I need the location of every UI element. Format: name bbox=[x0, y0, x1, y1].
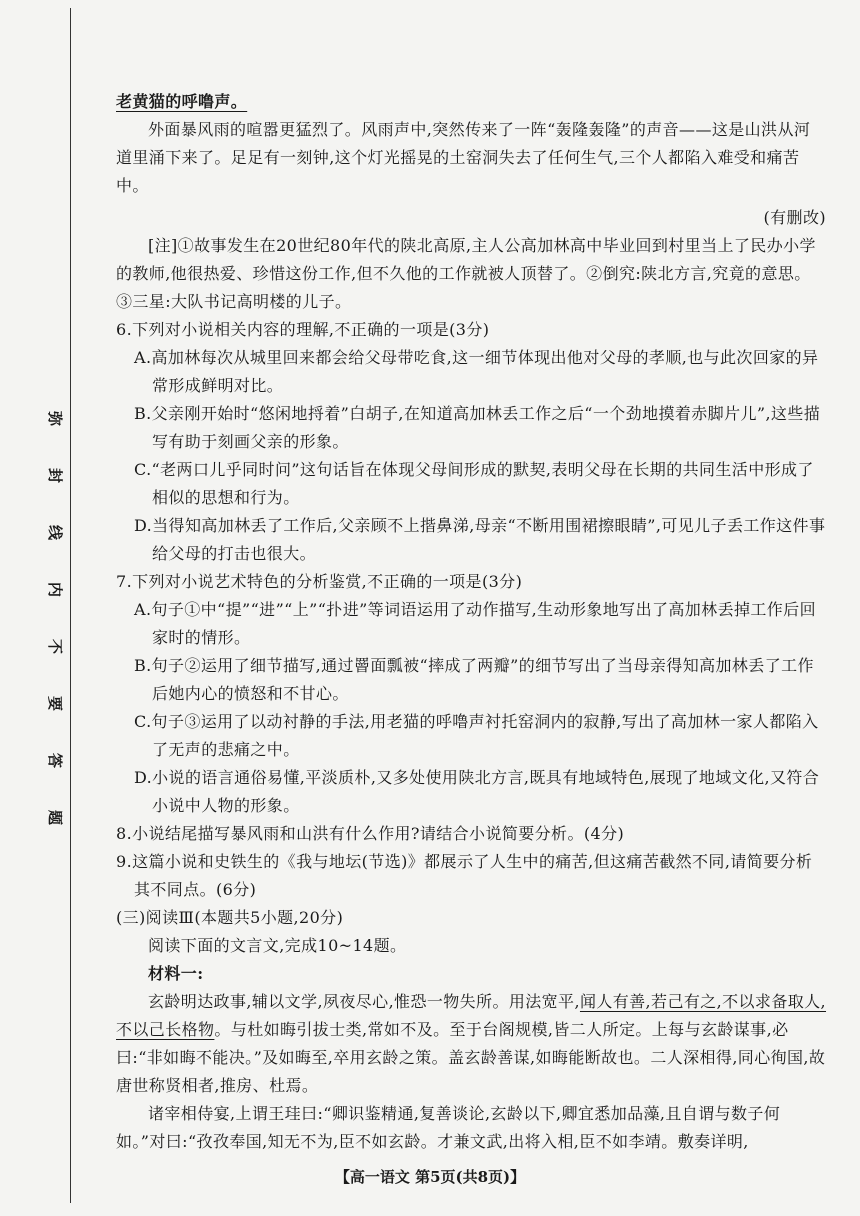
option-a: A.句子①中“提”“进”“上”“扑进”等词语运用了动作描写,生动形象地写出了高加林丢掉工作后回家时的情形。 bbox=[134, 600, 816, 647]
notice-char: 弥 bbox=[46, 410, 65, 427]
passage-paragraph: 外面暴风雨的喧嚣更猛烈了。风雨声中,突然传来了一阵“轰隆轰隆”的声音——这是山洪从河道里涌下来了。足足有一刻钟,这个灯光摇晃的土窑洞失去了任何生气,三个人都陷入难受和痛苦中。 bbox=[116, 120, 811, 195]
question-7 bbox=[116, 568, 826, 820]
question-6 bbox=[116, 316, 826, 568]
classical-text: 玄龄明达政事,辅以文学,夙夜尽心,惟恐一物失所。用法宽平, bbox=[148, 992, 580, 1011]
option-c: C.句子③运用了以动衬静的手法,用老猫的呼噜声衬托窑洞内的寂静,写出了高加林一家人都陷入了无声的悲痛之中。 bbox=[134, 712, 819, 759]
seal-line-notice bbox=[44, 408, 68, 828]
question-stem: 6.下列对小说相关内容的理解,不正确的一项是(3分) bbox=[116, 320, 490, 339]
annotation-note: [注]①故事发生在20世纪80年代的陕北高原,主人公高加林高中毕业回到村里当上了民办小学的教师,他很热爱、珍惜这份工作,但不久他的工作就被人顶替了。②倒究:陕北方言,究竟的意思。③三星:大队书记高明楼的儿子。 bbox=[116, 236, 816, 311]
option-b: B.父亲刚开始时“悠闲地捋着”白胡子,在知道高加林丢工作之后“一个劲地摸着赤脚片儿”,这些描写有助于刻画父亲的形象。 bbox=[134, 404, 821, 451]
page-footer: 【高一语文 第5页(共8页)】 bbox=[334, 1168, 526, 1186]
classical-paragraph-1 bbox=[116, 988, 826, 1100]
section-title: (三)阅读Ⅲ(本题共5小题,20分) bbox=[116, 908, 344, 927]
material-label: 材料一: bbox=[148, 964, 204, 983]
question-8: 8.小说结尾描写暴风雨和山洪有什么作用?请结合小说简要分析。(4分) bbox=[116, 824, 625, 843]
notice-char: 不 bbox=[46, 638, 65, 655]
classical-paragraph-2: 诸宰相侍宴,上谓王珪曰:“卿识鉴精通,复善谈论,玄龄以下,卿宜悉加品藻,且自谓与数子何如。”对曰:“孜孜奉国,知无不为,臣不如玄龄。才兼文武,出将入相,臣不如李靖。敷奏详明, bbox=[116, 1104, 781, 1151]
option-c: C.“老两口儿乎同时问”这句话旨在体现父母间形成的默契,表明父母在长期的共同生活中形成了相似的思想和行为。 bbox=[134, 460, 814, 507]
underlined-sentence: 闻人有善,若己有之,不以求备取人,不以己长格物 bbox=[116, 992, 827, 1039]
passage-fragment: 老黄猫的呼噜声。 bbox=[116, 92, 248, 111]
binding-line bbox=[70, 8, 71, 1203]
option-d: D.小说的语言通俗易懂,平淡质朴,又多处使用陕北方言,既具有地域特色,展现了地域文化,又符合小说中人物的形象。 bbox=[134, 768, 820, 815]
notice-char: 要 bbox=[46, 695, 65, 712]
source-note: (有删改) bbox=[763, 208, 826, 227]
notice-char: 线 bbox=[46, 524, 65, 541]
notice-char: 内 bbox=[46, 581, 65, 598]
question-stem: 7.下列对小说艺术特色的分析鉴赏,不正确的一项是(3分) bbox=[116, 572, 523, 591]
notice-char: 题 bbox=[46, 809, 65, 826]
section-instruction: 阅读下面的文言文,完成10~14题。 bbox=[148, 936, 407, 955]
question-9: 9.这篇小说和史铁生的《我与地坛(节选)》都展示了人生中的痛苦,但这痛苦截然不同,请简要分析其不同点。(6分) bbox=[116, 852, 813, 899]
option-d: D.当得知高加林丢了工作后,父亲顾不上揩鼻涕,母亲“不断用围裙擦眼睛”,可见儿子丢工作这件事给父母的打击也很大。 bbox=[134, 516, 826, 563]
notice-char: 封 bbox=[46, 467, 65, 484]
classical-text: 。与杜如晦引拔士类,常如不及。至于台阁规模,皆二人所定。上每与玄龄谋事,必曰:“非如晦不能决。”及如晦至,卒用玄龄之策。盖玄龄善谋,如晦能断故也。二人深相得,同心徇国,故唐世称贤相者,推房、杜焉。 bbox=[116, 1020, 826, 1095]
option-a: A.高加林每次从城里回来都会给父母带吃食,这一细节体现出他对父母的孝顺,也与此次回家的异常形成鲜明对比。 bbox=[134, 348, 819, 395]
option-b: B.句子②运用了细节描写,通过罾面瓢被“摔成了两瓣”的细节写出了当母亲得知高加林丢了工作后她内心的愤怒和不甘心。 bbox=[134, 656, 814, 703]
notice-char: 答 bbox=[46, 752, 65, 769]
exam-page bbox=[116, 88, 826, 1156]
